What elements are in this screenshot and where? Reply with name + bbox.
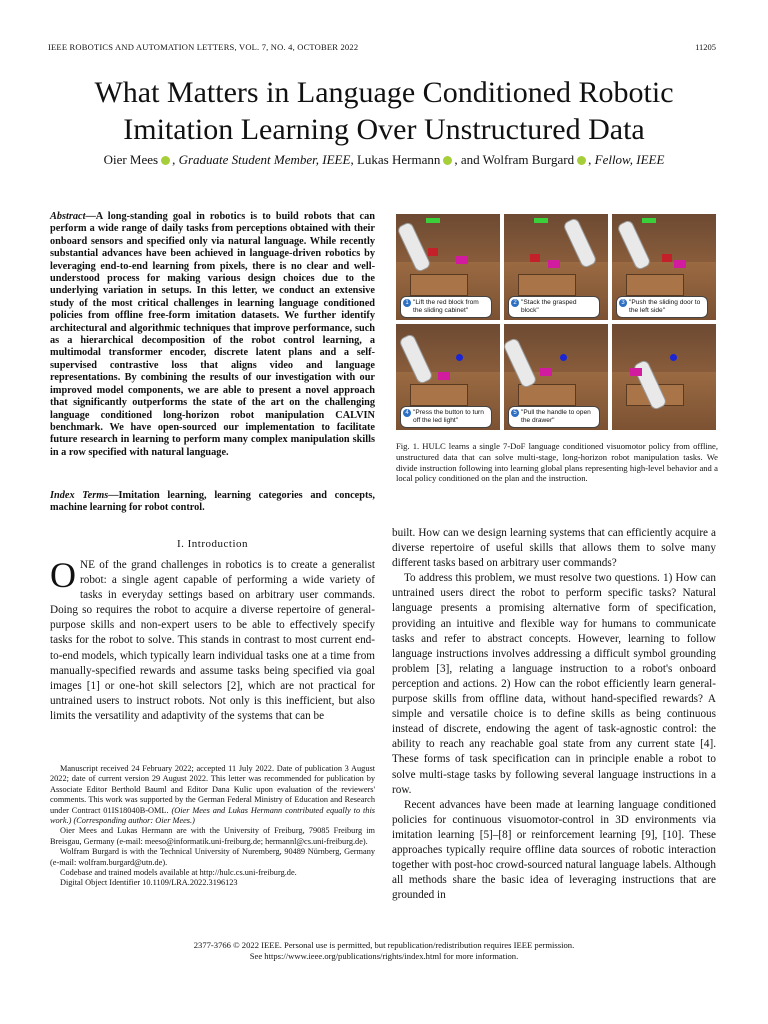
footnotes — [50, 764, 375, 889]
orcid-icon[interactable] — [161, 156, 170, 165]
footnote-codebase: Codebase and trained models available at http://hulc.cs.uni-freiburg.de. — [60, 868, 297, 878]
copyright-line: 2377-3766 © 2022 IEEE. Personal use is permitted, but republication/redistribution requires IEEE permission. — [193, 940, 575, 950]
page-number: 11205 — [695, 42, 716, 52]
dropcap: O — [50, 555, 76, 595]
footnote-affiliation-1: Oier Mees and Lukas Hermann are with the University of Freiburg, 79085 Freiburg im Breisgau, Germany (e-mail: meeso@informatik.uni-freiburg.de; hermannl@cs.uni-freiburg.de). — [50, 826, 375, 846]
author-2: Lukas Hermann — [356, 152, 441, 167]
instruction-bubble-2: 2 "Stack the grasped block" — [508, 296, 600, 318]
footnote-affiliation-2: Wolfram Burgard is with the Technical University of Nuremberg, 90489 Nürnberg, Germany (e-mail: wolfram.burgard@utn.de). — [50, 847, 375, 867]
figure-1 — [396, 214, 718, 430]
index-terms-text: —Imitation learning, learning categories and concepts, machine learning for robot control. — [50, 490, 375, 514]
step-number: 2 — [511, 299, 519, 307]
footnote-manuscript: Manuscript received 24 February 2022; accepted 11 July 2022. Date of publication 3 August 2022; date of current version 29 August 2022. This letter was recommended for publication by Associate Editor Berthold Bauml and Editor Dana Kulic upon evaluation of the reviewers' comments. This work was supported by the German Federal Ministry of Education and Research under Contract 01IS18040B-OML. (Oier Mees and Lukas Hermann contributed equally to this work.) (Corresponding author: Oier Mees.) — [50, 764, 375, 826]
rights-link[interactable]: See https://www.ieee.org/publications/rights/index.html for more information. — [249, 951, 519, 961]
step-number: 4 — [403, 409, 411, 417]
author-3-role: Fellow, IEEE — [594, 152, 665, 167]
index-terms — [50, 490, 375, 515]
orcid-icon[interactable] — [443, 156, 452, 165]
instruction-bubble-1: 1 "Lift the red block from the sliding cabinet" — [400, 296, 492, 318]
footnote-doi: Digital Object Identifier 10.1109/LRA.2022.3196123 — [60, 878, 238, 888]
step-number: 3 — [619, 299, 627, 307]
author-1: Oier Mees — [103, 152, 159, 167]
journal-header: IEEE ROBOTICS AND AUTOMATION LETTERS, VOL. 7, NO. 4, OCTOBER 2022 — [48, 42, 359, 52]
paper-title — [40, 74, 728, 148]
step-number: 1 — [403, 299, 411, 307]
intro-text: NE of the grand challenges in robotics is to create a generalist robot: a single agent capable of performing a wide variety of tasks in everyday settings based on arbitrary user commands. Doing so requires the robot to acquire a diverse repertoire of general-purpose skills and non-expert users to be able to effectively specify tasks for the robot to solve. This stands in contrast to most current end-to-end models, which typically learn individual tasks one at a time from manually-specified rewards and assume tasks being specified via goal images [1] or one-hot skill selectors [2], which are not practical for untrained users to instruct robots. Not only is this inefficient, but also limits the versatility and adaptivity of the systems that can be — [50, 559, 375, 722]
title-line-1: What Matters in Language Conditioned Robotic — [94, 76, 674, 109]
author-list: Oier Mees , Graduate Student Member, IEEE, Lukas Hermann , and Wolfram Burgard , Fellow, IEEE — [103, 152, 665, 167]
instruction-bubble-4: 4 "Press the button to turn off the led light" — [400, 406, 492, 428]
copyright-notice — [40, 940, 728, 962]
paragraph: Recent advances have been made at learning language conditioned policies for continuous visuomotor-control in 3D environments via imitation learning [5]–[8] or reinforcement learning [9], [10]. These approaches typically require offline data sources of robotic interaction together with post-hoc crowd-sourced natural language labels. Although all methods share the basic idea of leveraging instructions that are grounded in — [392, 798, 716, 902]
right-column-text — [392, 526, 716, 903]
instruction-bubble-5: 5 "Pull the handle to open the drawer" — [508, 406, 600, 428]
paragraph: To address this problem, we must resolve two questions. 1) How can untrained users direct the robot to perform specific tasks? Natural language presents a promising alternative form of specification, providing an intuitive and flexible way for humans to communicate tasks and refer to abstract concepts. However, learning to follow language instructions involves addressing a difficult symbol grounding problem [3], relating a language instruction to a robot's onboard perception and actions. 2) How can the robot efficiently learn general-purpose skills from offline data, without hand-specified rewards? A simple and versatile choice is to define skills as being continuous instead of discrete, endowing the agent of task-agnostic control: the ability to reach any reachable goal state from any current state [4]. These forms of task specification can in principle enable a robot to solve multi-stage tasks by following several language instructions in a row. — [392, 572, 716, 796]
abstract — [50, 211, 375, 459]
step-number: 5 — [511, 409, 519, 417]
section-heading: I. Introduction — [176, 538, 249, 550]
paragraph: built. How can we design learning systems that can efficiently acquire a diverse repertoire of useful skills that allows them to solve many different tasks based on arbitrary user commands? — [392, 527, 716, 570]
abstract-text: —A long-standing goal in robotics is to build robots that can perform a wide range of daily tasks from perceptions obtained with their onboard sensors and specified only via natural language. While recently substantial advances have been achieved in language-driven robotics by leveraging end-to-end learning from pixels, there is no clear and well-understood process for making various design choices due to the underlying variation in setups. In this letter, we conduct an extensive study of the most critical challenges in learning language conditioned policies from offline free-form imitation datasets. We further identify architectural and algorithmic techniques that improve performance, such as a hierarchical decomposition of the robot control learning, a multimodal transformer encoder, discrete latent plans and a self-supervised contrastive loss that aligns video and language representations. By combining the results of our investigation with our improved model components, we are able to present a novel approach that significantly outperforms the state of the art on the challenging language conditioned long-horizon robot manipulation CALVIN benchmark. We have open-sourced our implementation to facilitate future research in learning to perform many complex manipulation skills in a row specified with natural language. — [50, 211, 375, 458]
instruction-bubble-3: 3 "Push the sliding door to the left side" — [616, 296, 708, 318]
orcid-icon[interactable] — [577, 156, 586, 165]
author-1-role: Graduate Student Member, IEEE — [178, 152, 351, 167]
title-line-2: Imitation Learning Over Unstructured Data — [123, 113, 645, 146]
scene-panel-6 — [612, 324, 716, 430]
index-terms-label: Index Terms — [50, 490, 109, 501]
abstract-label: Abstract — [50, 211, 86, 222]
author-3: and Wolfram Burgard — [460, 152, 575, 167]
intro-paragraph — [50, 555, 375, 724]
figure-caption: Fig. 1. HULC learns a single 7-DoF language conditioned visuomotor policy from offline, unstructured data that can solve multi-stage, long-horizon robot manipulation tasks. We divide instruction following into learning global plans representing high-level behavior and a local policy conditioned on the plan and the instruction. — [396, 441, 718, 484]
